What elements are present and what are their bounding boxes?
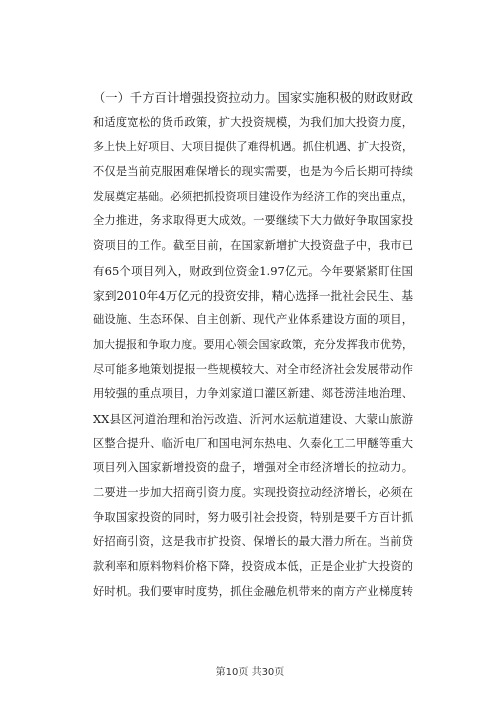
text-line: 家到2010年4万亿元的投资安排，精心选择一批社会民生、基 <box>93 288 413 303</box>
body-text <box>93 86 413 604</box>
text-line: （一）千方百计增强投资拉动力。国家实施积极的财政财政 <box>93 91 413 105</box>
text-line: 争取国家投资的同时，努力吸引社会投资，特别是要千方百计抓 <box>93 510 413 524</box>
text-line: 二要进一步加大招商引资力度。实现投资拉动经济增长，必须在 <box>93 486 413 499</box>
text-line: 和适度宽松的货币政策，扩大投资规模，为我们加大投资力度， <box>93 115 413 129</box>
text-line: 款利率和原料物料价格下降，投资成本低，正是企业扩大投资的 <box>93 560 413 574</box>
text-line: 用较强的重点项目，力争刘家道口灌区新建、郯苍涝洼地治理、 <box>93 387 413 401</box>
text-line: 好招商引资，这是我市扩投资、保增长的最大潜力所在。当前贷 <box>93 535 413 549</box>
page-footer: 第10页 共30页 <box>215 667 285 678</box>
text-line: XX县区河道治理和治污改造、沂河水运航道建设、大蒙山旅游 <box>93 411 413 426</box>
text-line: 尽可能多地策划提报一些规模较大、对全市经济社会发展带动作 <box>93 362 413 376</box>
text-line: 多上快上好项目、大项目提供了难得机遇。抓住机遇、扩大投资， <box>93 140 413 154</box>
text-line: 项目列入国家新增投资的盘子，增强对全市经济增长的拉动力。 <box>93 461 413 475</box>
text-line: 有65个项目列入，财政到位资金1.97亿元。今年要紧紧盯住国 <box>93 263 413 278</box>
text-line: 础设施、生态环保、自主创新、现代产业体系建设方面的项目， <box>93 313 413 327</box>
text-line: 加大提报和争取力度。要用心领会国家政策，充分发挥我市优势， <box>93 337 413 351</box>
text-line: 好时机。我们要审时度势，抓住金融危机带来的南方产业梯度转 <box>93 584 413 598</box>
text-line: 不仅是当前克服困难保增长的现实需要，也是为今后长期可持续 <box>93 165 413 179</box>
text-line: 发展奠定基础。必须把抓投资项目建设作为经济工作的突出重点， <box>93 189 413 203</box>
text-line: 区整合提升、临沂电厂和国电河东热电、久泰化工二甲醚等重大 <box>93 436 413 450</box>
text-line: 全力推进，务求取得更大成效。一要继续下大力做好争取国家投 <box>93 214 413 228</box>
text-line: 资项目的工作。截至目前，在国家新增扩大投资盘子中，我市已 <box>93 239 413 253</box>
